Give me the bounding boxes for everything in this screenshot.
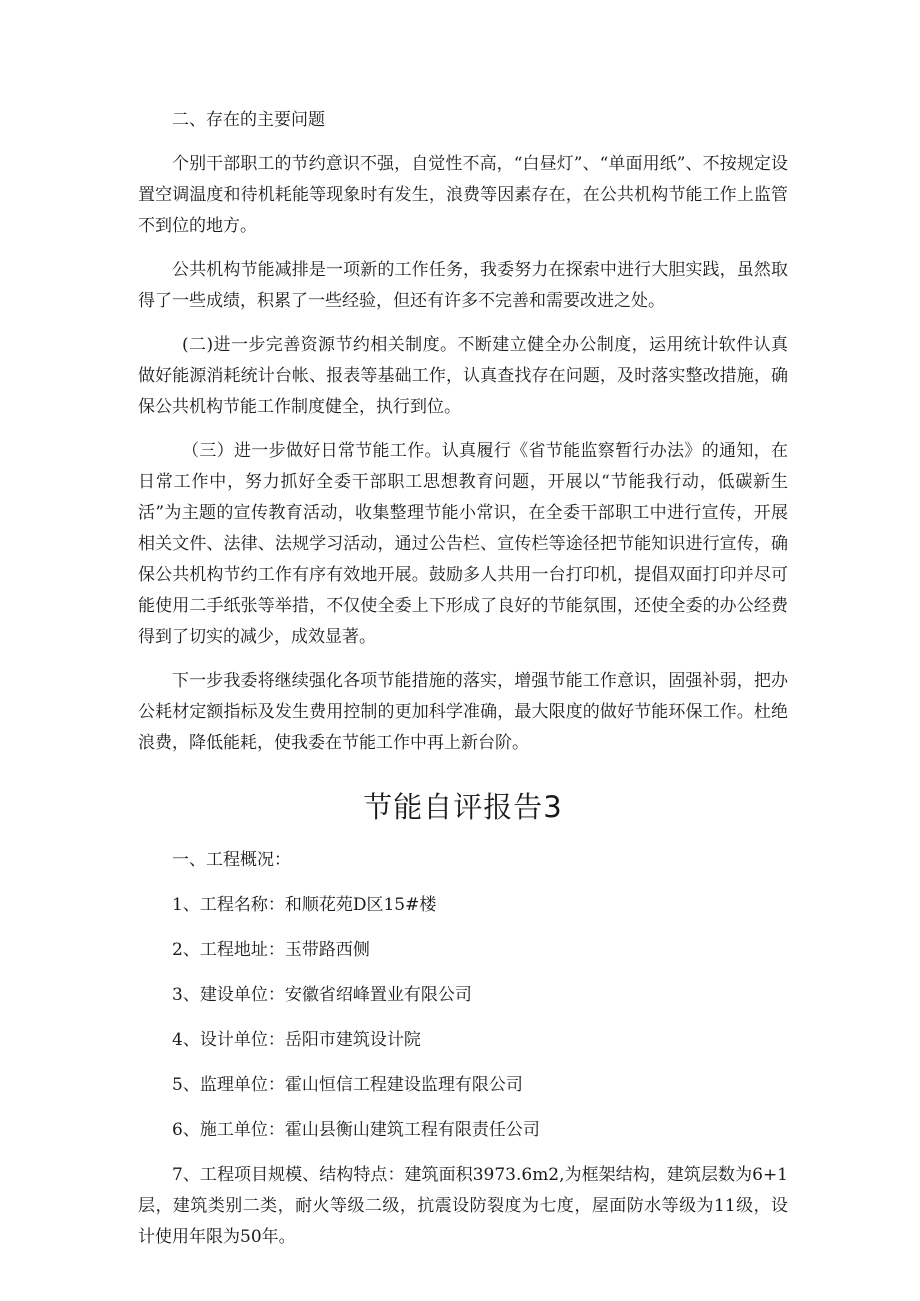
- document-body: [138, 105, 788, 1253]
- overview-item-supervisor: 5、监理单位：霍山恒信工程建设监理有限公司: [172, 1075, 523, 1095]
- report-title: 节能自评报告3: [363, 790, 563, 824]
- section-heading-overview: 一、工程概况：: [172, 850, 291, 870]
- overview-item-designer: 4、设计单位：岳阳市建筑设计院: [172, 1030, 421, 1050]
- overview-item-contractor: 6、施工单位：霍山县衡山建筑工程有限责任公司: [172, 1120, 540, 1140]
- section-heading-problems: 二、存在的主要问题: [172, 110, 325, 130]
- paragraph-awareness: 个别干部职工的节约意识不强，自觉性不高，“白昼灯”、“单面用纸”、不按规定设置空调温度和待机耗能等现象时有发生，浪费等因素存在，在公共机构节能工作上监管不到位的地方。: [138, 154, 788, 236]
- paragraph-next-steps: 下一步我委将继续强化各项节能措施的落实，增强节能工作意识，固强补弱，把办公耗材定额指标及发生费用控制的更加科学准确，最大限度的做好节能环保工作。杜绝浪费，降低能耗，使我委在节能工作中再上新台阶。: [138, 671, 788, 753]
- overview-item-project-name: 1、工程名称：和顺花苑D区15#楼: [172, 895, 437, 915]
- overview-item-scale: 7、工程项目规模、结构特点：建筑面积3973.6m2,为框架结构，建筑层数为6+1层，建筑类别二类，耐火等级二级，抗震设防裂度为七度，屋面防水等级为11级，设计使用年限为50年。: [138, 1165, 788, 1247]
- paragraph-system-improvement: (二)进一步完善资源节约相关制度。不断建立健全办公制度，运用统计软件认真做好能源消耗统计台帐、报表等基础工作，认真查找存在问题，及时落实整改措施，确保公共机构节能工作制度健全，执行到位。: [138, 335, 788, 417]
- overview-item-address: 2、工程地址：玉带路西侧: [172, 940, 370, 960]
- paragraph-daily-work: （三）进一步做好日常节能工作。认真履行《省节能监察暂行办法》的通知，在日常工作中，努力抓好全委干部职工思想教育问题，开展以“节能我行动，低碳新生活”为主题的宣传教育活动，收集整理节能小常识，在全委干部职工中进行宣传，开展相关文件、法律、法规学习活动，通过公告栏、宣传栏等途径把节能知识进行宣传，确保公共机构节约工作有序有效地开展。鼓励多人共用一台打印机，提倡双面打印并尽可能使用二手纸张等举措，不仅使全委上下形成了良好的节能氛围，还使全委的办公经费得到了切实的减少，成效显著。: [138, 441, 788, 647]
- paragraph-new-task: 公共机构节能减排是一项新的工作任务，我委努力在探索中进行大胆实践，虽然取得了一些成绩，积累了一些经验，但还有许多不完善和需要改进之处。: [138, 260, 788, 311]
- overview-item-developer: 3、建设单位：安徽省绍峰置业有限公司: [172, 985, 472, 1005]
